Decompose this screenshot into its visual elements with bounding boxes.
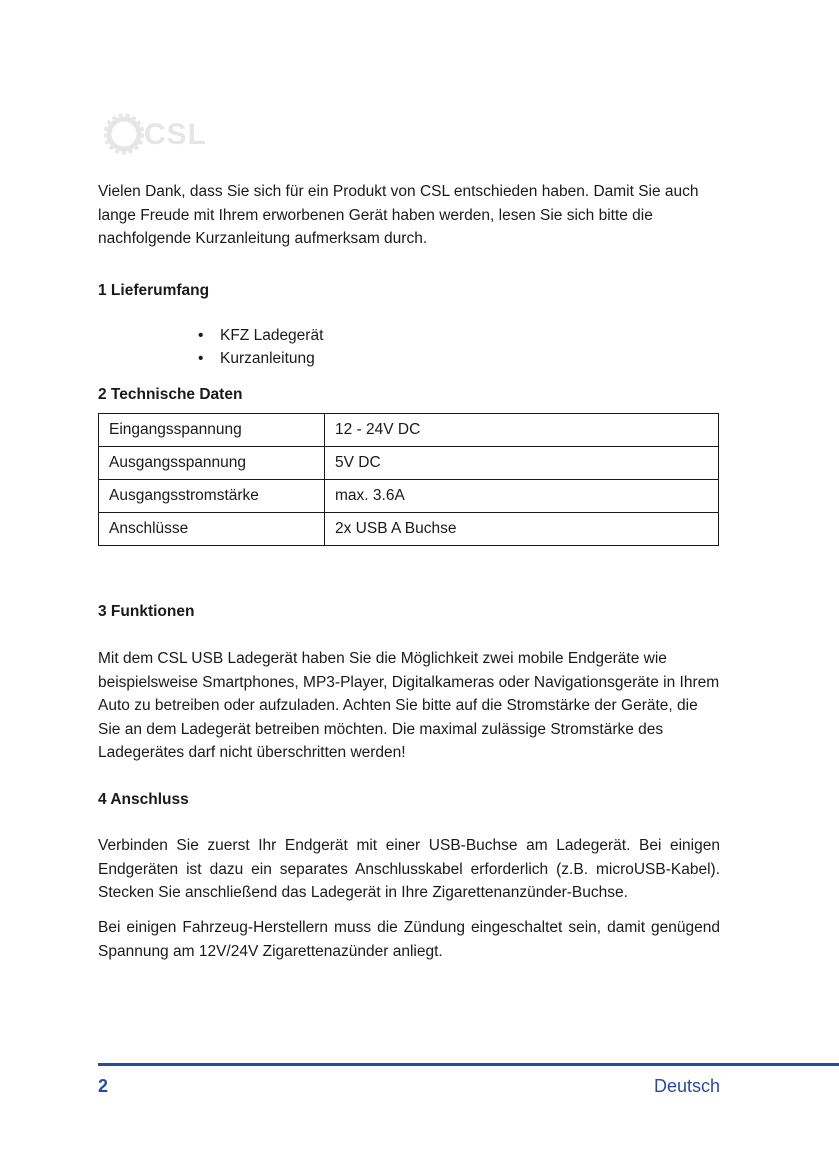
section-heading-technische-daten: 2 Technische Daten [98, 386, 243, 403]
anschluss-paragraph-2: Bei einigen Fahrzeug-Herstellern muss die Zündung eingeschaltet sein, damit genügend Spannung am 12V/24V Zigarettenazünder anliegt. [98, 919, 720, 960]
anschluss-paragraph-1: Verbinden Sie zuerst Ihr Endgerät mit einer USB-Buchse am Ladegerät. Bei einigen Endgeräten ist dazu ein separates Anschlusskabel erforderlich (z.B. microUSB-Kabel). Stecken Sie anschließend das Ladegerät in Ihre Zigarettenanzünder-Buchse. [98, 837, 720, 901]
spec-label: Ausgangsspannung [99, 447, 325, 480]
spec-value: 2x USB A Buchse [325, 513, 719, 546]
table-row [99, 480, 719, 513]
table-row [99, 447, 719, 480]
spec-label: Eingangsspannung [99, 414, 325, 447]
spec-value: 12 - 24V DC [325, 414, 719, 447]
intro-paragraph: Vielen Dank, dass Sie sich für ein Produkt von CSL entschieden haben. Damit Sie auch lange Freude mit Ihrem erworbenen Gerät haben werden, lesen Sie sich bitte die nachfolgende Kurzanleitung aufmerksam durch. [98, 183, 699, 247]
section-heading-anschluss: 4 Anschluss [98, 791, 189, 808]
footer-divider [98, 1063, 839, 1066]
logo-text: CSL [144, 118, 207, 151]
list-item: • KFZ Ladegerät [196, 324, 323, 347]
spec-label: Ausgangsstromstärke [99, 480, 325, 513]
scope-list [196, 324, 323, 370]
specs-table [98, 413, 719, 546]
table-row [99, 513, 719, 546]
gear-logo-icon [104, 112, 144, 156]
spec-value: max. 3.6A [325, 480, 719, 513]
list-item: • Kurzanleitung [196, 347, 323, 370]
page-language: Deutsch [653, 1076, 720, 1096]
csl-logo [104, 112, 214, 162]
section-heading-funktionen: 3 Funktionen [98, 603, 195, 620]
page-number: 2 [98, 1076, 109, 1096]
spec-value: 5V DC [325, 447, 719, 480]
table-row [99, 414, 719, 447]
section-heading-lieferumfang: 1 Lieferumfang [98, 282, 210, 299]
funktionen-paragraph: Mit dem CSL USB Ladegerät haben Sie die Möglichkeit zwei mobile Endgeräte wie beispielsweise Smartphones, MP3-Player, Digitalkameras oder Navigationsgeräte in Ihrem Auto zu betreiben oder aufzuladen. Achten Sie bitte auf die Stromstärke der Geräte, die Sie an dem Ladegerät betreiben möchten. Die maximal zulässige Stromstärke des Ladegerätes darf nicht überschritten werden! [98, 650, 720, 761]
spec-label: Anschlüsse [99, 513, 325, 546]
